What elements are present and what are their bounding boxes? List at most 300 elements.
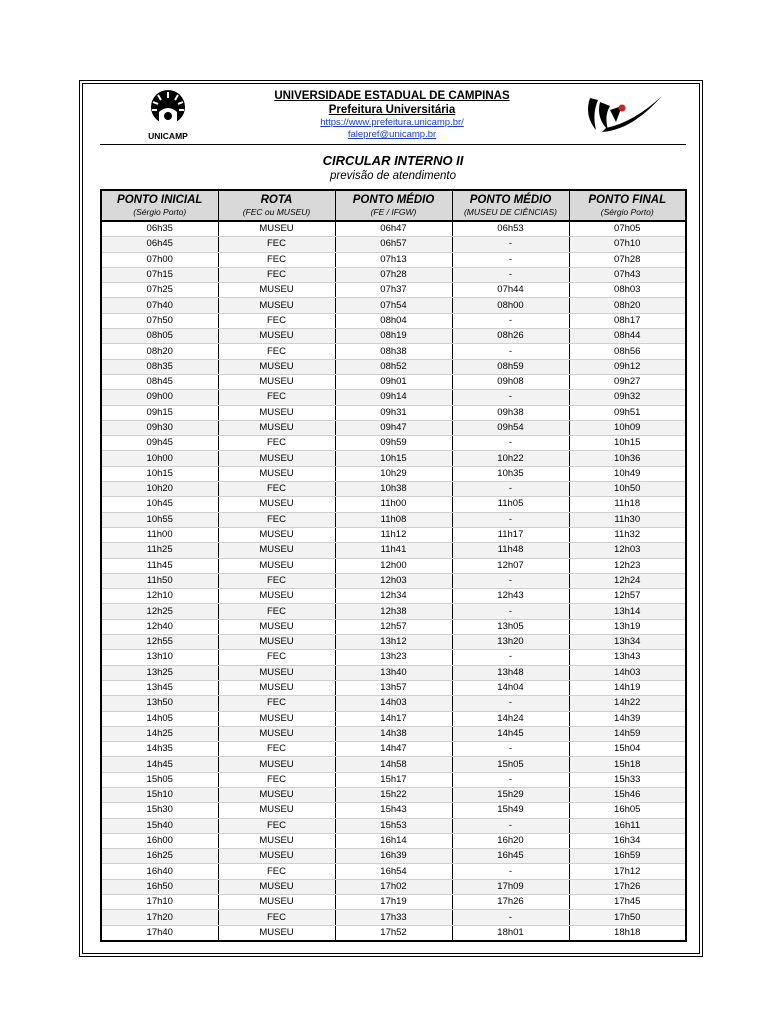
table-row [101, 527, 686, 542]
table-cell: 11h50 [101, 573, 218, 588]
table-cell: MUSEU [218, 329, 335, 344]
table-cell: 11h25 [101, 543, 218, 558]
table-row [101, 237, 686, 252]
table-cell: 12h25 [101, 604, 218, 619]
table-cell: FEC [218, 252, 335, 267]
table-row [101, 252, 686, 267]
table-cell: 15h33 [569, 772, 686, 787]
table-cell: 13h23 [335, 650, 452, 665]
table-cell: 15h29 [452, 787, 569, 802]
table-cell: 10h55 [101, 512, 218, 527]
table-cell: - [452, 772, 569, 787]
table-cell: 17h26 [452, 895, 569, 910]
table-cell: 16h05 [569, 803, 686, 818]
table-row [101, 895, 686, 910]
table-cell: 17h09 [452, 879, 569, 894]
table-cell: 15h49 [452, 803, 569, 818]
table-cell: 15h17 [335, 772, 452, 787]
table-cell: 08h20 [101, 344, 218, 359]
table-cell: 17h10 [101, 895, 218, 910]
table-cell: 11h08 [335, 512, 452, 527]
table-cell: 13h40 [335, 665, 452, 680]
table-cell: 16h25 [101, 849, 218, 864]
table-cell: 13h10 [101, 650, 218, 665]
table-cell: MUSEU [218, 527, 335, 542]
table-cell: 09h01 [335, 374, 452, 389]
table-cell: - [452, 742, 569, 757]
table-cell: 12h03 [569, 543, 686, 558]
table-row [101, 329, 686, 344]
table-cell: MUSEU [218, 298, 335, 313]
table-cell: MUSEU [218, 757, 335, 772]
table-cell: 08h05 [101, 329, 218, 344]
column-header: PONTO MÉDIO (MUSEU DE CIÊNCIAS) [452, 190, 569, 221]
table-cell: 11h12 [335, 527, 452, 542]
table-cell: 11h00 [335, 497, 452, 512]
table-cell: MUSEU [218, 451, 335, 466]
table-cell: 10h15 [569, 436, 686, 451]
table-cell: - [452, 482, 569, 497]
table-cell: 10h35 [452, 466, 569, 481]
table-cell: FEC [218, 267, 335, 282]
table-cell: 07h10 [569, 237, 686, 252]
table-cell: FEC [218, 512, 335, 527]
table-cell: - [452, 252, 569, 267]
table-cell: 08h52 [335, 359, 452, 374]
table-row [101, 512, 686, 527]
table-cell: MUSEU [218, 849, 335, 864]
table-cell: FEC [218, 436, 335, 451]
table-row [101, 910, 686, 925]
table-cell: 06h45 [101, 237, 218, 252]
table-row [101, 420, 686, 435]
table-cell: FEC [218, 650, 335, 665]
unicamp-logo-text: UNICAMP [148, 131, 188, 141]
table-cell: - [452, 313, 569, 328]
table-cell: 17h20 [101, 910, 218, 925]
table-cell: 09h30 [101, 420, 218, 435]
table-cell: MUSEU [218, 221, 335, 237]
table-cell: 08h59 [452, 359, 569, 374]
table-row [101, 619, 686, 634]
table-cell: FEC [218, 573, 335, 588]
table-cell: 14h03 [569, 665, 686, 680]
table-cell: 07h40 [101, 298, 218, 313]
table-row [101, 589, 686, 604]
table-cell: 16h45 [452, 849, 569, 864]
office-name: Prefeitura Universitária [328, 104, 456, 116]
table-cell: 07h54 [335, 298, 452, 313]
table-cell: 10h38 [335, 482, 452, 497]
table-cell: 12h55 [101, 635, 218, 650]
table-cell: MUSEU [218, 405, 335, 420]
table-cell: 14h19 [569, 680, 686, 695]
table-cell: 07h28 [335, 267, 452, 282]
table-cell: - [452, 864, 569, 879]
table-cell: 15h22 [335, 787, 452, 802]
table-cell: 15h05 [101, 772, 218, 787]
table-cell: 09h08 [452, 374, 569, 389]
table-cell: 17h26 [569, 879, 686, 894]
table-cell: 12h03 [335, 573, 452, 588]
email-link[interactable]: falepref@unicamp.br [347, 129, 437, 140]
column-header: PONTO INICIAL (Sérgio Porto) [101, 190, 218, 221]
table-cell: 14h59 [569, 726, 686, 741]
table-cell: 12h07 [452, 558, 569, 573]
table-cell: 11h32 [569, 527, 686, 542]
table-cell: FEC [218, 910, 335, 925]
table-cell: 13h57 [335, 680, 452, 695]
table-cell: MUSEU [218, 543, 335, 558]
table-cell: 15h30 [101, 803, 218, 818]
table-cell: MUSEU [218, 466, 335, 481]
table-row [101, 482, 686, 497]
table-cell: FEC [218, 604, 335, 619]
table-cell: 18h18 [569, 925, 686, 941]
table-cell: 08h56 [569, 344, 686, 359]
table-cell: 17h02 [335, 879, 452, 894]
table-header-row [101, 190, 686, 221]
table-cell: 13h45 [101, 680, 218, 695]
table-cell: 07h28 [569, 252, 686, 267]
table-cell: FEC [218, 818, 335, 833]
table-cell: MUSEU [218, 497, 335, 512]
table-cell: 16h40 [101, 864, 218, 879]
table-cell: 06h57 [335, 237, 452, 252]
table-cell: MUSEU [218, 680, 335, 695]
table-cell: 15h05 [452, 757, 569, 772]
table-cell: 15h10 [101, 787, 218, 802]
table-row [101, 359, 686, 374]
table-cell: 13h48 [452, 665, 569, 680]
table-cell: 16h20 [452, 833, 569, 848]
table-row [101, 650, 686, 665]
table-cell: 11h41 [335, 543, 452, 558]
table-cell: 07h37 [335, 283, 452, 298]
table-cell: 09h00 [101, 390, 218, 405]
table-cell: 15h40 [101, 818, 218, 833]
column-header: ROTA (FEC ou MUSEU) [218, 190, 335, 221]
column-header: PONTO FINAL (Sérgio Porto) [569, 190, 686, 221]
table-cell: 13h12 [335, 635, 452, 650]
table-cell: 10h20 [101, 482, 218, 497]
table-cell: - [452, 436, 569, 451]
table-cell: 08h03 [569, 283, 686, 298]
header-block [250, 89, 534, 141]
table-cell: 15h53 [335, 818, 452, 833]
table-cell: - [452, 237, 569, 252]
table-cell: 10h29 [335, 466, 452, 481]
table-cell: FEC [218, 344, 335, 359]
table-cell: 08h17 [569, 313, 686, 328]
table-cell: 09h59 [335, 436, 452, 451]
table-cell: MUSEU [218, 787, 335, 802]
table-cell: - [452, 650, 569, 665]
table-row [101, 405, 686, 420]
table-row [101, 711, 686, 726]
table-cell: MUSEU [218, 925, 335, 941]
table-cell: 08h44 [569, 329, 686, 344]
table-row [101, 283, 686, 298]
table-row [101, 757, 686, 772]
table-cell: 15h46 [569, 787, 686, 802]
table-cell: 09h47 [335, 420, 452, 435]
table-cell: MUSEU [218, 803, 335, 818]
table-cell: 11h00 [101, 527, 218, 542]
table-cell: 15h43 [335, 803, 452, 818]
table-cell: 11h18 [569, 497, 686, 512]
title-block [100, 153, 686, 183]
table-cell: 12h43 [452, 589, 569, 604]
table-cell: 13h19 [569, 619, 686, 634]
table-cell: 13h34 [569, 635, 686, 650]
table-cell: 07h05 [569, 221, 686, 237]
table-cell: 09h54 [452, 420, 569, 435]
table-cell: 09h38 [452, 405, 569, 420]
unicamp-logo [140, 86, 196, 142]
table-cell: FEC [218, 772, 335, 787]
table-row [101, 573, 686, 588]
table-cell: 12h40 [101, 619, 218, 634]
table-cell: FEC [218, 482, 335, 497]
table-cell: 12h24 [569, 573, 686, 588]
table-cell: 11h48 [452, 543, 569, 558]
table-cell: 17h12 [569, 864, 686, 879]
table-cell: 16h00 [101, 833, 218, 848]
table-cell: 16h50 [101, 879, 218, 894]
table-cell: 12h57 [569, 589, 686, 604]
table-cell: 09h14 [335, 390, 452, 405]
table-cell: 14h45 [452, 726, 569, 741]
table-cell: 09h45 [101, 436, 218, 451]
table-cell: MUSEU [218, 895, 335, 910]
table-row [101, 787, 686, 802]
table-cell: 08h00 [452, 298, 569, 313]
prefeitura-logo [582, 92, 664, 140]
document-title: CIRCULAR INTERNO II [322, 153, 464, 168]
table-row [101, 298, 686, 313]
table-cell: 13h50 [101, 696, 218, 711]
table-cell: MUSEU [218, 635, 335, 650]
table-row [101, 833, 686, 848]
table-cell: 10h22 [452, 451, 569, 466]
table-cell: 08h19 [335, 329, 452, 344]
table-row [101, 680, 686, 695]
table-cell: 14h47 [335, 742, 452, 757]
table-row [101, 665, 686, 680]
table-cell: 14h58 [335, 757, 452, 772]
table-cell: 14h03 [335, 696, 452, 711]
table-cell: 14h05 [101, 711, 218, 726]
table-cell: 11h05 [452, 497, 569, 512]
column-header: PONTO MÉDIO (FE / IFGW) [335, 190, 452, 221]
table-cell: 14h35 [101, 742, 218, 757]
table-cell: 17h50 [569, 910, 686, 925]
table-cell: 10h00 [101, 451, 218, 466]
table-cell: MUSEU [218, 374, 335, 389]
table-cell: 10h49 [569, 466, 686, 481]
table-cell: 09h12 [569, 359, 686, 374]
table-cell: 14h38 [335, 726, 452, 741]
table-row [101, 818, 686, 833]
table-cell: 10h09 [569, 420, 686, 435]
table-cell: 16h59 [569, 849, 686, 864]
table-cell: 10h15 [101, 466, 218, 481]
table-row [101, 390, 686, 405]
table-cell: 09h32 [569, 390, 686, 405]
table-row [101, 864, 686, 879]
table-cell: 13h05 [452, 619, 569, 634]
table-cell: 12h23 [569, 558, 686, 573]
table-cell: 14h39 [569, 711, 686, 726]
table-row [101, 543, 686, 558]
table-cell: 07h15 [101, 267, 218, 282]
table-cell: 14h45 [101, 757, 218, 772]
table-cell: 08h20 [569, 298, 686, 313]
table-cell: MUSEU [218, 711, 335, 726]
table-row [101, 925, 686, 941]
table-cell: 07h13 [335, 252, 452, 267]
document-subtitle: previsão de atendimento [330, 170, 456, 182]
table-cell: 06h35 [101, 221, 218, 237]
table-cell: FEC [218, 313, 335, 328]
table-cell: 15h04 [569, 742, 686, 757]
table-cell: - [452, 512, 569, 527]
table-cell: MUSEU [218, 833, 335, 848]
table-cell: - [452, 390, 569, 405]
table-cell: 17h33 [335, 910, 452, 925]
table-cell: MUSEU [218, 359, 335, 374]
table-row [101, 696, 686, 711]
table-cell: 08h04 [335, 313, 452, 328]
table-cell: 08h38 [335, 344, 452, 359]
table-row [101, 558, 686, 573]
table-cell: 16h39 [335, 849, 452, 864]
table-cell: FEC [218, 237, 335, 252]
table-cell: MUSEU [218, 589, 335, 604]
table-cell: MUSEU [218, 619, 335, 634]
table-row [101, 879, 686, 894]
table-cell: 12h34 [335, 589, 452, 604]
table-cell: - [452, 267, 569, 282]
schedule-table [100, 189, 687, 942]
table-row [101, 497, 686, 512]
table-row [101, 635, 686, 650]
table-cell: 12h57 [335, 619, 452, 634]
table-cell: FEC [218, 696, 335, 711]
table-cell: - [452, 696, 569, 711]
website-link[interactable]: https://www.prefeitura.unicamp.br/ [320, 117, 464, 128]
table-cell: 14h04 [452, 680, 569, 695]
table-cell: 17h19 [335, 895, 452, 910]
table-cell: 08h26 [452, 329, 569, 344]
table-cell: 09h51 [569, 405, 686, 420]
table-cell: 18h01 [452, 925, 569, 941]
table-row [101, 451, 686, 466]
table-cell: - [452, 573, 569, 588]
table-cell: 17h52 [335, 925, 452, 941]
table-row [101, 803, 686, 818]
table-cell: 14h22 [569, 696, 686, 711]
table-cell: FEC [218, 864, 335, 879]
table-cell: 06h47 [335, 221, 452, 237]
table-cell: 16h34 [569, 833, 686, 848]
table-cell: 08h45 [101, 374, 218, 389]
table-row [101, 466, 686, 481]
table-row [101, 849, 686, 864]
table-cell: 07h50 [101, 313, 218, 328]
table-cell: 07h44 [452, 283, 569, 298]
schedule-body [101, 221, 686, 941]
table-cell: 17h45 [569, 895, 686, 910]
table-cell: FEC [218, 742, 335, 757]
table-cell: 10h36 [569, 451, 686, 466]
table-cell: 08h35 [101, 359, 218, 374]
table-cell: 15h18 [569, 757, 686, 772]
table-cell: 06h53 [452, 221, 569, 237]
table-cell: 14h17 [335, 711, 452, 726]
table-cell: 12h10 [101, 589, 218, 604]
table-cell: - [452, 910, 569, 925]
university-name: UNIVERSIDADE ESTADUAL DE CAMPINAS [274, 90, 510, 102]
table-cell: 14h24 [452, 711, 569, 726]
table-cell: 10h15 [335, 451, 452, 466]
table-cell: MUSEU [218, 283, 335, 298]
table-row [101, 313, 686, 328]
table-cell: 11h30 [569, 512, 686, 527]
table-cell: 09h15 [101, 405, 218, 420]
table-cell: 09h31 [335, 405, 452, 420]
table-cell: 07h25 [101, 283, 218, 298]
table-cell: 13h20 [452, 635, 569, 650]
table-row [101, 742, 686, 757]
table-cell: - [452, 604, 569, 619]
table-row [101, 772, 686, 787]
table-cell: 17h40 [101, 925, 218, 941]
table-cell: 12h00 [335, 558, 452, 573]
table-row [101, 436, 686, 451]
table-row [101, 267, 686, 282]
header-rule [100, 144, 686, 145]
table-row [101, 604, 686, 619]
table-cell: 13h14 [569, 604, 686, 619]
table-cell: 09h27 [569, 374, 686, 389]
table-cell: 16h54 [335, 864, 452, 879]
table-row [101, 344, 686, 359]
table-cell: - [452, 344, 569, 359]
table-cell: 07h43 [569, 267, 686, 282]
table-cell: 16h11 [569, 818, 686, 833]
table-cell: 10h45 [101, 497, 218, 512]
table-cell: 11h17 [452, 527, 569, 542]
table-cell: 16h14 [335, 833, 452, 848]
table-row [101, 374, 686, 389]
table-cell: - [452, 818, 569, 833]
table-cell: MUSEU [218, 726, 335, 741]
table-row [101, 726, 686, 741]
table-cell: MUSEU [218, 558, 335, 573]
table-cell: 11h45 [101, 558, 218, 573]
table-cell: 10h50 [569, 482, 686, 497]
table-row [101, 221, 686, 237]
table-cell: MUSEU [218, 420, 335, 435]
table-cell: 07h00 [101, 252, 218, 267]
table-cell: 13h25 [101, 665, 218, 680]
table-cell: FEC [218, 390, 335, 405]
table-cell: 13h43 [569, 650, 686, 665]
table-cell: MUSEU [218, 665, 335, 680]
table-cell: 14h25 [101, 726, 218, 741]
